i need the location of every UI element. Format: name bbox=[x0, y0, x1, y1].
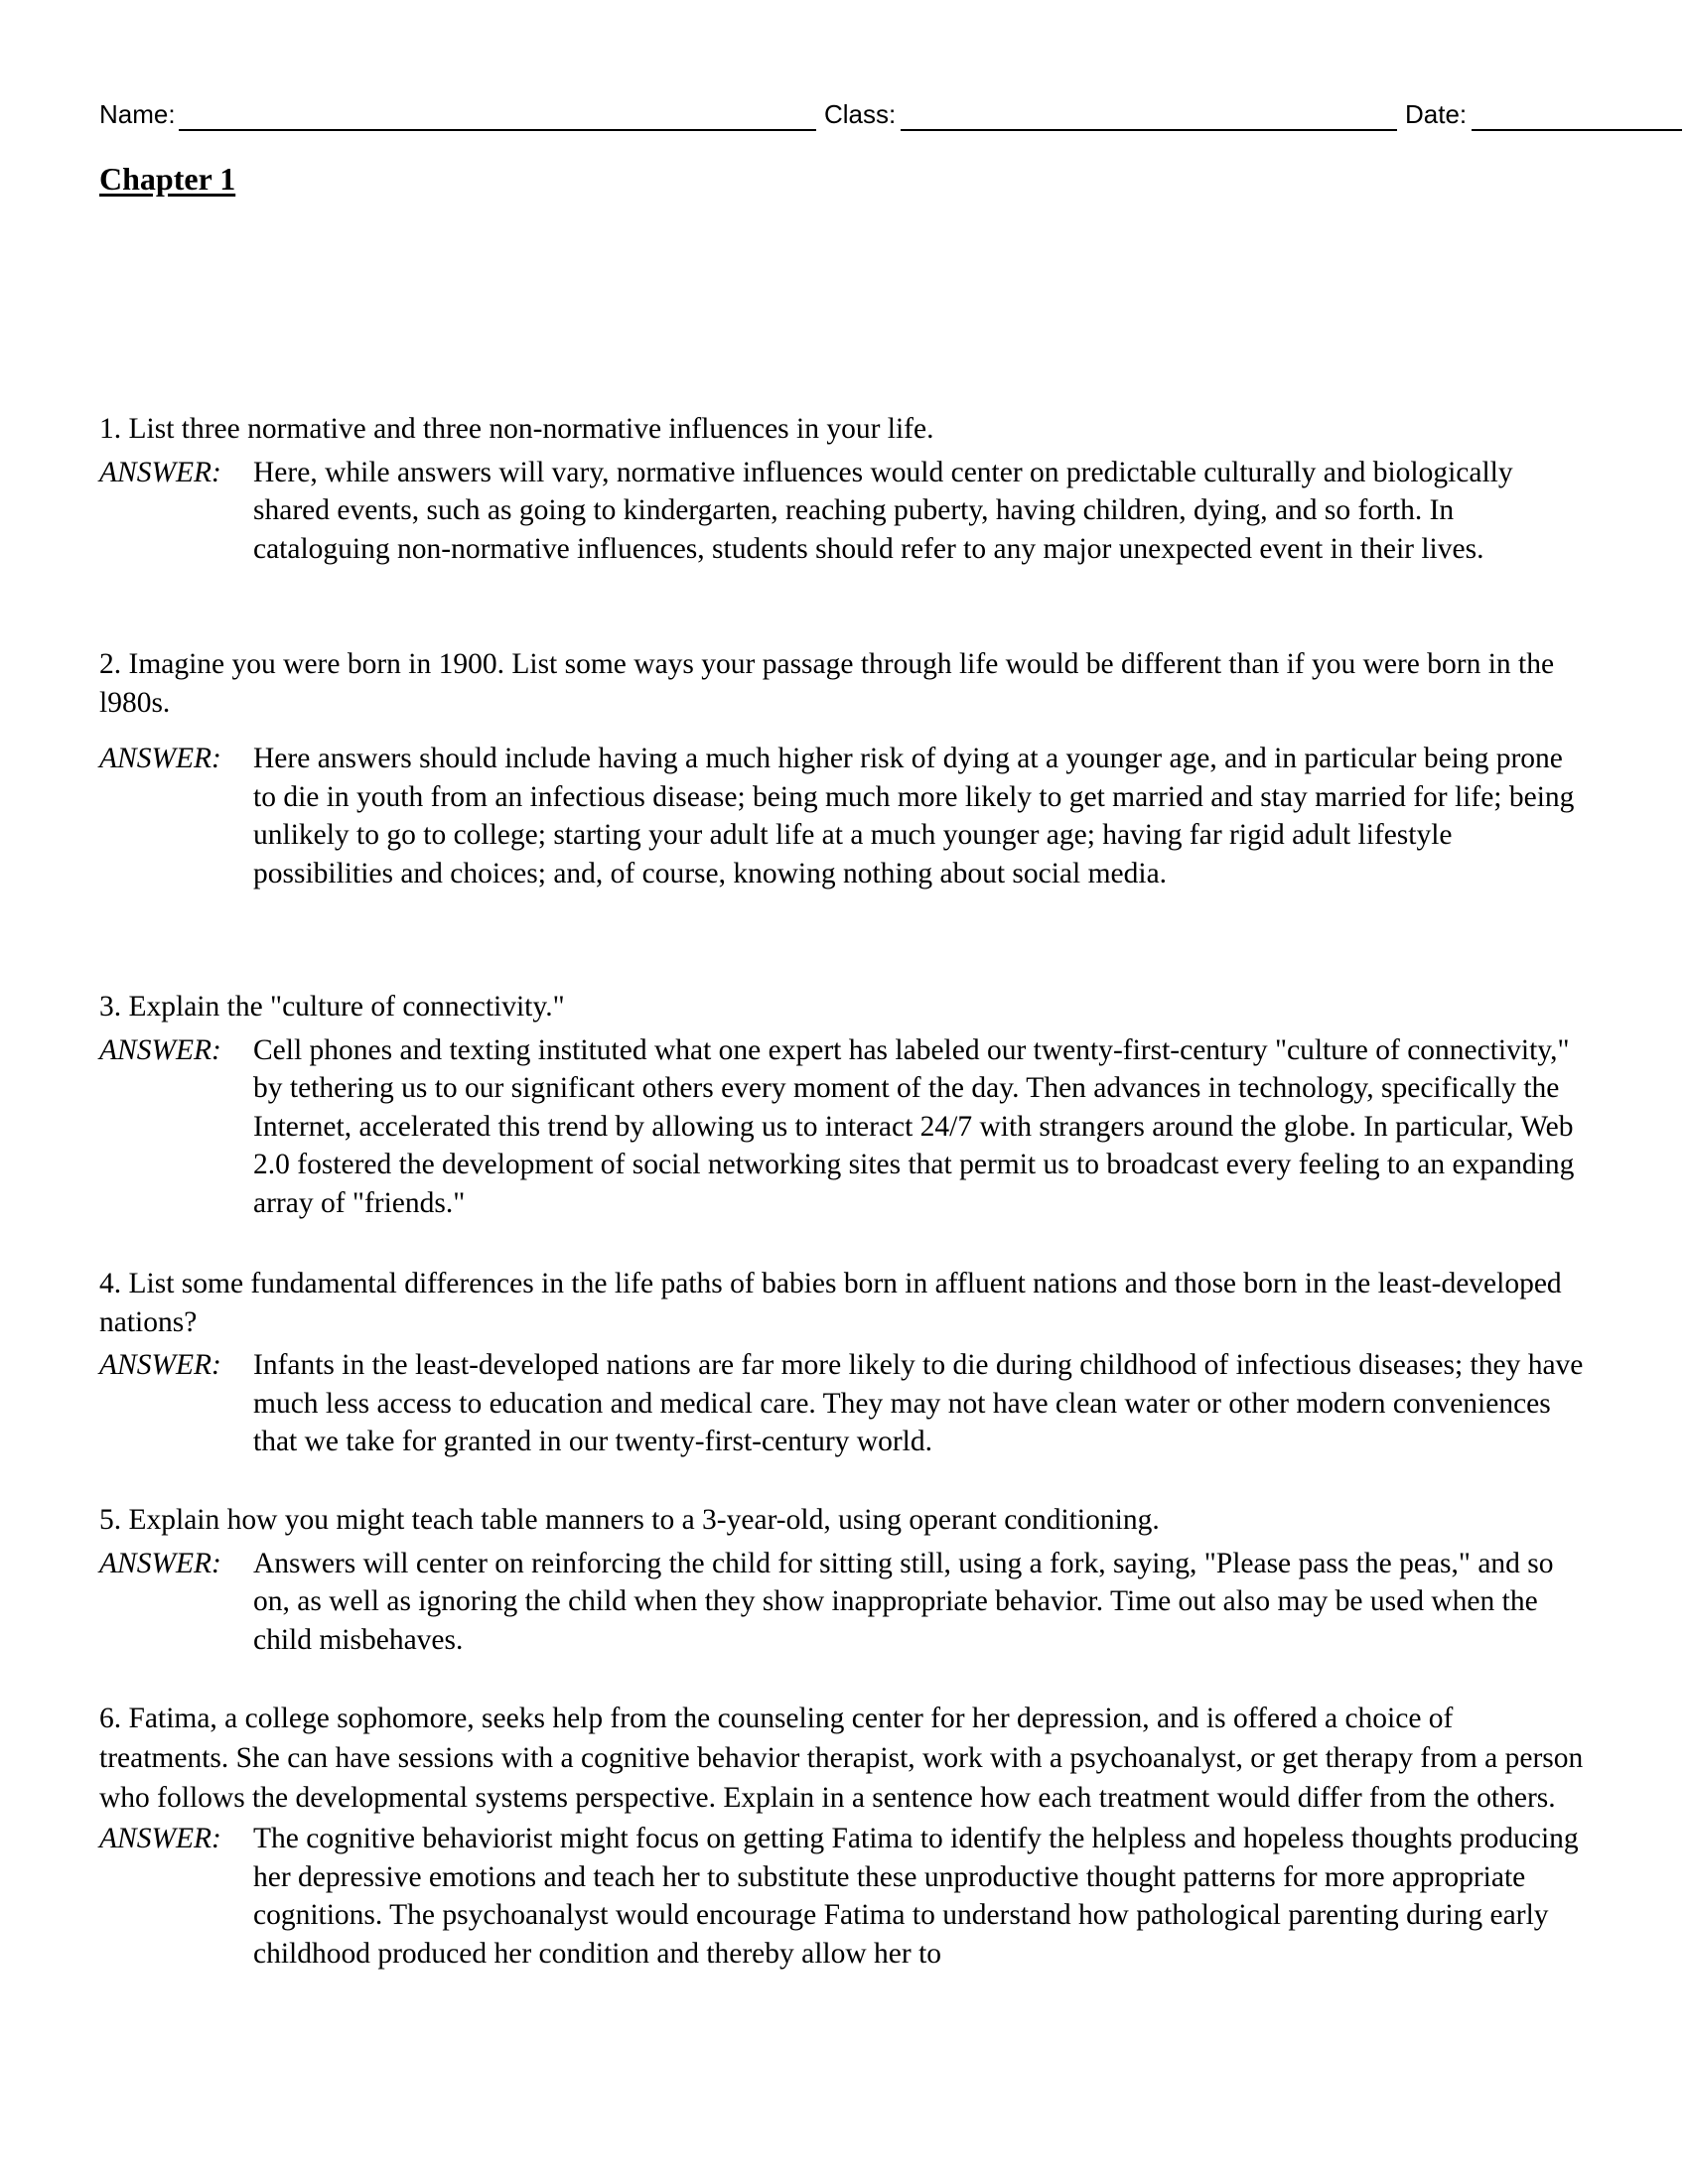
answer-label: ANSWER: bbox=[99, 1349, 221, 1381]
question-text: 4. List some fundamental differences in the life paths of babies born in affluent nations and those born in the least-developed nations? bbox=[99, 1268, 1562, 1338]
class-blank-line bbox=[901, 129, 1397, 131]
answer-text: Here, while answers will vary, normative influences would center on predictable culturally and biologically shared events, such as going to kindergarten, reaching puberty, having children, dying, and so forth. In cataloguing non-normative influences, students should refer to any major unexpected event in their lives. bbox=[253, 456, 1513, 565]
question-text: 2. Imagine you were born in 1900. List some ways your passage through life would be different than if you were born in the l980s. bbox=[99, 648, 1555, 719]
answer-label: ANSWER: bbox=[99, 1823, 221, 1854]
question-text: 3. Explain the "culture of connectivity." bbox=[99, 991, 565, 1023]
answer-block bbox=[99, 1031, 1589, 1223]
name-blank-line bbox=[179, 129, 816, 131]
answer-text: Infants in the least-developed nations are far more likely to die during childhood of infectious diseases; they have much less access to education and medical care. They may not have clean water or other modern conveniences that we take for granted in our twenty-first-century world. bbox=[253, 1349, 1584, 1457]
question-text: 1. List three normative and three non-normative influences in your life. bbox=[99, 413, 934, 445]
answer-block bbox=[99, 740, 1589, 892]
question-block-2 bbox=[99, 645, 1589, 892]
answer-label: ANSWER: bbox=[99, 743, 221, 774]
answer-block bbox=[99, 1820, 1589, 1973]
date-label: Date: bbox=[1405, 99, 1468, 129]
answer-label: ANSWER: bbox=[99, 1033, 221, 1066]
date-blank-line bbox=[1472, 129, 1682, 131]
question-text: 6. Fatima, a college sophomore, seeks help from the counseling center for her depression, and is offered a choice of treatments. She can have sessions with a cognitive behavior therapist, work with a psychoanalyst, or get therapy from a person who follows the developmental systems perspective. Explain in a sentence how each treatment would differ from the others. bbox=[99, 1703, 1584, 1814]
question-block-3 bbox=[99, 988, 1589, 1222]
question-block-6 bbox=[99, 1699, 1589, 1973]
answer-text: Answers will center on reinforcing the child for sitting still, using a fork, saying, "Please pass the peas," and so on, as well as ignoring the child when they show inappropriate behavior. Time out also may be used when the child misbehaves. bbox=[253, 1547, 1554, 1656]
answer-text: Cell phones and texting instituted what one expert has labeled our twenty-first-century "culture of connectivity," by tethering us to our significant others every moment of the day. Then advances in technology, specifically the Internet, accelerated this trend by allowing us to interact 24/7 with strangers around the globe. In particular, Web 2.0 fostered the development of social networking sites that permit us to broadcast every feeling to an expanding array of "friends." bbox=[253, 1033, 1575, 1219]
question-block-5 bbox=[99, 1501, 1589, 1659]
question-block-1 bbox=[99, 410, 1589, 568]
answer-label: ANSWER: bbox=[99, 456, 221, 488]
question-text: 5. Explain how you might teach table manners to a 3-year-old, using operant conditioning. bbox=[99, 1504, 1160, 1536]
answer-block bbox=[99, 454, 1589, 569]
answer-block bbox=[99, 1545, 1589, 1660]
answer-label: ANSWER: bbox=[99, 1547, 221, 1579]
chapter-title: Chapter 1 bbox=[99, 161, 236, 197]
answer-block bbox=[99, 1346, 1589, 1461]
question-block-4 bbox=[99, 1265, 1589, 1461]
answer-text: Here answers should include having a much higher risk of dying at a younger age, and in particular being prone to die in youth from an infectious disease; being much more likely to get married and stay married for life; being unlikely to go to college; starting your adult life at a much younger age; having far rigid adult lifestyle possibilities and choices; and, of course, knowing nothing about social media. bbox=[253, 743, 1575, 889]
name-label: Name: bbox=[99, 99, 176, 129]
answer-text: The cognitive behaviorist might focus on getting Fatima to identify the helpless and hopeless thoughts producing her depressive emotions and teach her to substitute these unproductive thought patterns for more appropriate cognitions. The psychoanalyst would encourage Fatima to understand how pathological parenting during early childhood produced her condition and thereby allow her to bbox=[253, 1823, 1579, 1970]
student-info-header bbox=[99, 97, 1584, 137]
class-label: Class: bbox=[824, 99, 897, 129]
